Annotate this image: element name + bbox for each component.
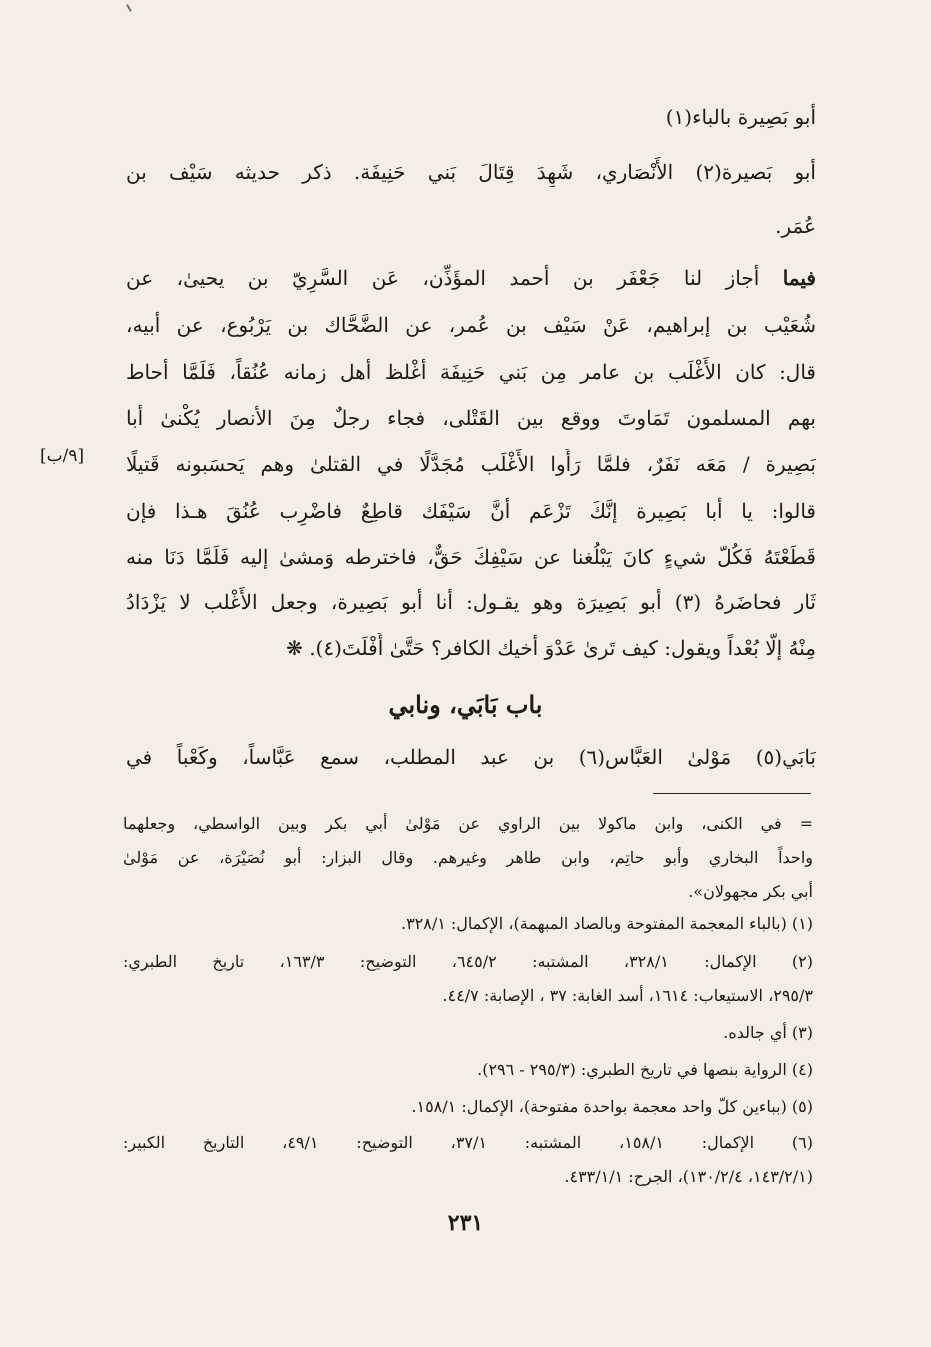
narration-line-6: قالوا: يا أبا بَصِيرة إنَّكَ تَزْعَم أنَّ سَيْفَك قاطِعٌ فاضْرِب عُنُقَ هـذا فإن	[126, 499, 816, 523]
footnote-2-line-1: (٢) الإكمال: ٣٢٨/١، المشتبه: ٦٤٥/٢، التوضيح: ١٦٣/٣، تاريخ الطبري:	[123, 952, 813, 971]
footnote-1: (١) (بالباء المعجمة المفتوحة وبالصاد المبهمة)، الإكمال: ٣٢٨/١.	[400, 914, 813, 933]
footnote-continuation-line-3: أبي بكر مجهولان».	[688, 882, 813, 901]
narration-line-3: قال: كان الأَغْلَب بن عامر مِن بَني حَنِيفَة أغْلظ أهل زمانه عُنُقاً، فَلَمَّا أحاط	[126, 360, 816, 384]
footnote-6-line-1: (٦) الإكمال: ١٥٨/١، المشتبه: ٣٧/١، التوضيح: ٤٩/١، التاريخ الكبير:	[123, 1133, 813, 1152]
scan-speck	[126, 4, 132, 12]
manuscript-folio-marker: [٩/ب]	[40, 446, 85, 466]
footnote-4: (٤) الرواية بنصها في تاريخ الطبري: (٢٩٥/٣ - ٢٩٦).	[477, 1060, 813, 1079]
footnote-5: (٥) (بباءين كلّ واحد معجمة بواحدة مفتوحة)، الإكمال: ١٥٨/١.	[411, 1097, 813, 1116]
narration-line-9: مِنْهُ إلَّا بُعْداً ويقول: كيف تَرىٰ عَدْوَ أخيك الكافر؟ حَتَّىٰ أَفْلَتَ(٤). ❋	[286, 636, 816, 660]
footnote-6-line-2: (١٤٣/٢/١، ١٣٠/٢/٤)، الجرح: ٤٣٣/١/١.	[564, 1167, 813, 1186]
entry-title-basira-ba: أبو بَصِيرة بالباء(١)	[665, 105, 816, 129]
narration-line-5: بَصِيرة / مَعَه نَفَرٌ، فلمَّا رَأَوا الأَغْلَب مُجَدَّلًا في القتلىٰ وهم يَحسَبونه قَتيلًا	[126, 452, 816, 476]
footnote-3: (٣) أي جالده.	[723, 1023, 813, 1042]
footnote-continuation-line-1: = في الكنى، وابن ماكولا بين الراوي عن مَوْلىٰ أبي بكر وبين الواسطي، وجعلهما	[123, 814, 813, 833]
page-number: ٢٣١	[447, 1210, 484, 1236]
footnote-2-line-2: ٢٩٥/٣، الاستيعاب: ١٦١٤، أسد الغابة: ٣٧ ، الإصابة: ٤٤/٧.	[442, 986, 813, 1005]
entry2-line-2: عُمَر.	[775, 214, 816, 238]
narration-line-4: بهم المسلمون تَمَاوتَ ووقع بين القَتْلى، فجاء رجلٌ مِنَ الأنصار يُكْنىٰ أبا	[126, 406, 816, 430]
section-heading: باب بَابَي، ونابي	[388, 690, 543, 719]
footnote-continuation-line-2: واحداً البخاري وأبو حاتِم، وابن طاهر وغيرهم. وقال البزار: أبو نُصَيْرَة، عن مَوْلىٰ	[123, 848, 813, 867]
narration-opening-word: فيما	[782, 266, 816, 290]
narration-line-7: قَطَعْتَهُ فَكُلّ شيءٍ كانَ يَبْلُغنا عن سَيْفِكَ حَقٌّ، فاخترطه وَمشىٰ إليه فَلَمَّا دَنَا منه	[126, 545, 816, 569]
entry2-line-1: أبو بَصيرة(٢) الأَنْصَاري، شَهِدَ قِتَالَ بَني حَنِيفَة. ذكر حديثه سَيْف بن	[126, 160, 816, 184]
narration-line-2: شُعَيْب بن إبراهيم، عَنْ سَيْف بن عُمر، عن الضَّحَّاك بن يَرْبُوع، عن أبيه،	[126, 313, 816, 337]
section-first-line: بَابَي(٥) مَوْلىٰ العَبَّاس(٦) بن عبد المطلب، سمع عَبَّاساً، وكَعْباً في	[126, 745, 816, 769]
narration-line-1: فيما أجاز لنا جَعْفَر بن أحمد المؤَذِّن، عَن السَّرِيّ بن يحيىٰ، عن	[126, 266, 816, 290]
footnote-divider	[653, 793, 811, 794]
narration-line-8: ثَار فحاضَرهُ (٣) أبو بَصِيرَة وهو يقـول: أنا أبو بَصِيرة، وجعل الأَغْلب لا يَزْدَادُ	[126, 590, 816, 614]
